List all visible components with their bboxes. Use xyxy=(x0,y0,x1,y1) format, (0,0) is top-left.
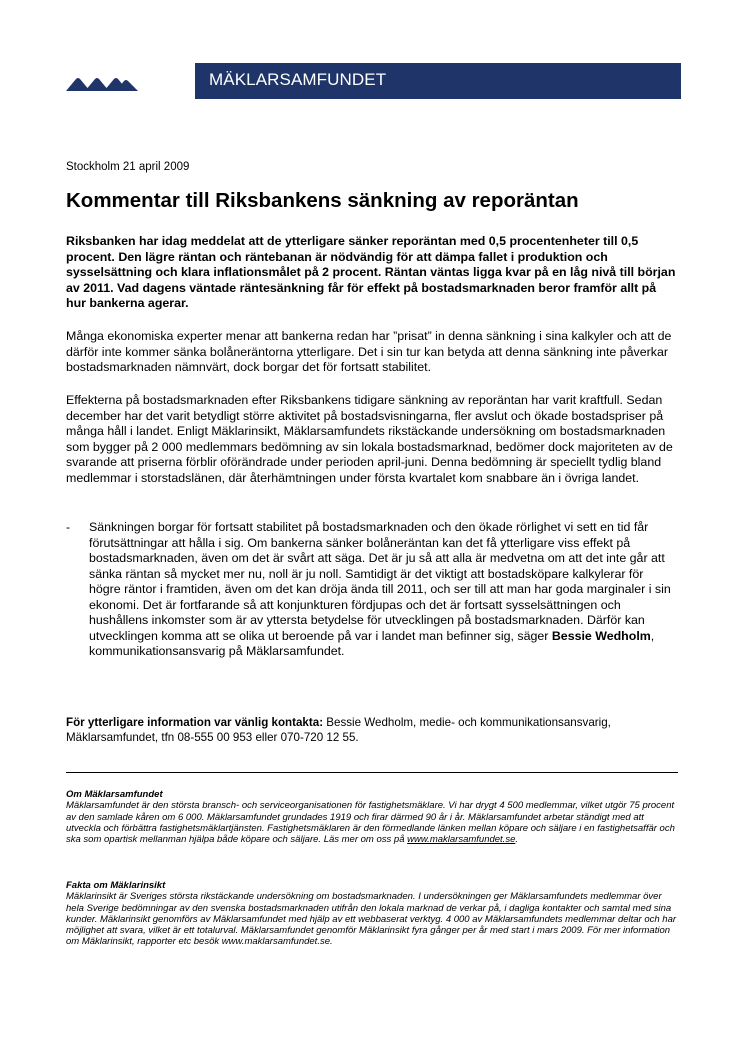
about-end: . xyxy=(515,834,518,846)
quote-body: Sänkningen borgar för fortsatt stabilitet på bostadsmarknaden och den ökade rörlighet vi sett en tid får förutsättningar att hålla i sig. Om bankerna sänker bolåneräntan kan det få ytterligare viss effekt på bostadsmarknaden, även om det är svårt att säga. Det är ju så att alla är medvetna om att det inte går att sänka räntan så mycket mer nu, noll är ju noll. Samtidigt är det viktigt att bostadsköpare kalkylerar för högre räntor i framtiden, även om det kan dröja ända till 2011, och ser till att man har goda marginaler i sin ekonomi. Det är fortfarande så att konjunkturen fördjupas och det är fortsatt sysselsättningen och hushållens inkomster som är av yttersta betydelse för utvecklingen på bostadsmarknaden. Därför kan utvecklingen komma att se olika ut beroende på var i landet man befinner sig, säger xyxy=(89,520,671,643)
quote-dash: - xyxy=(66,520,71,534)
about-title: Om Mäklarsamfundet xyxy=(66,789,163,800)
website-link[interactable]: www.maklarsamfundet.se xyxy=(407,834,516,846)
facts-text: Mäklarinsikt är Sveriges största rikstäckande undersökning om bostadsmarknaden. I undersökningen ger Mäklarsamfundets medlemmar över hela Sverige bedömningar av den svenska bostadsmarknaden utifrån den lokala marknad de verkar på, i dagliga kontakter och samtal med sina kunder. Mäklarinsikt genomförs av Mäklarsamfundet med hjälp av ett webbaserat verktyg. 4 000 av Mäklarsamfundets medlemmar deltar och har möjlighet att svara, vilket är ett totalurval. Mäklarsamfundet genomför Mäklarinsikt fyra gånger per år med start i mars 2009. För mer information om Mäklarinsikt, rapporter etc besök www.maklarsamfundet.se. xyxy=(66,891,677,948)
quote-text xyxy=(89,520,678,660)
contact-info xyxy=(66,716,678,745)
facts-title: Fakta om Mäklarinsikt xyxy=(66,880,166,891)
page-title: Kommentar till Riksbankens sänkning av reporäntan xyxy=(66,189,579,212)
contact-text: Bessie Wedholm, medie- och kommunikationsansvarig, Mäklarsamfundet, tfn 08-555 00 953 eller 070-720 12 55. xyxy=(66,716,611,744)
about-section xyxy=(66,789,680,845)
quote-speaker: Bessie Wedholm xyxy=(551,628,651,643)
about-body: Mäklarsamfundet är den största bransch- och serviceorganisationen för fastighetsmäklare. Vi har drygt 4 500 medlemmar, vilket utgör 75 procent av den samlade kåren om 6 000. Mäklarsamfundet grundades 1919 och firar därmed 90 år i år. Mäklarsamfundet arbetar ständigt med att utveckla och förbättra fastighetsmäklartjänsten. Fastighetsmäklaren är den förmedlande länken mellan köpare och säljare i en fastighetsaffär och ska som opartisk mellanman hjälpa både köpare och säljare. Läs mer om oss på xyxy=(66,800,675,846)
divider xyxy=(66,772,678,773)
dateline: Stockholm 21 april 2009 xyxy=(66,161,190,173)
about-text xyxy=(66,800,680,845)
body-paragraph-1: Många ekonomiska experter menar att bankerna redan har ”prisat” in denna sänkning i sina kalkyler och att de därför inte kommer sänka bolåneräntorna ytterligare. Det i sin tur kan betyda att denna sänkning inte påverkar bostadsmarknaden nämnvärt, dock borgar det för fortsatt stabilitet. xyxy=(66,329,672,374)
contact-label: För ytterligare information var vänlig kontakta: xyxy=(66,716,324,729)
facts-section xyxy=(66,880,680,948)
brand-bar xyxy=(195,63,681,99)
quote-suffix: , kommunikationsansvarig på Mäklarsamfundet. xyxy=(89,628,655,658)
lead-paragraph: Riksbanken har idag meddelat att de ytterligare sänker reporäntan med 0,5 procentenheter till 0,5 procent. Den lägre räntan och räntebanan är nödvändig för att dämpa fallet i produktion och sysselsättning och klara inflationsmålet på 2 procent. Räntan väntas ligga kvar på en låg nivå till början av 2011. Vad dagens väntade räntesänkning får för effekt på bostadsmarknaden beror framför allt på hur bankerna agerar. xyxy=(66,234,676,310)
brand-name: MÄKLARSAMFUNDET xyxy=(209,70,387,89)
quote-block xyxy=(66,520,678,660)
maklarsamfundet-logo-icon xyxy=(66,77,138,91)
body-paragraph-2: Effekterna på bostadsmarknaden efter Riksbankens tidigare sänkning av reporäntan har varit kraftfull. Sedan december har det varit betydligt större aktivitet på bostadsvisningarna, fler avslut och ökade bostadspriser på många håll i landet. Enligt Mäklarinsikt, Mäklarsamfundets rikstäckande undersökning om bostadsmarknaden som bygger på 2 000 medlemmars bedömning av sin lokala bostadsmarknad, bedömer dock majoriteten av de svarande att priserna förblir oförändrade under perioden april-juni. Denna bedömning är speciellt tydlig bland medlemmar i storstadslänen, där återhämtningen under första kvartalet kom snabbare än i övriga landet. xyxy=(66,393,673,485)
